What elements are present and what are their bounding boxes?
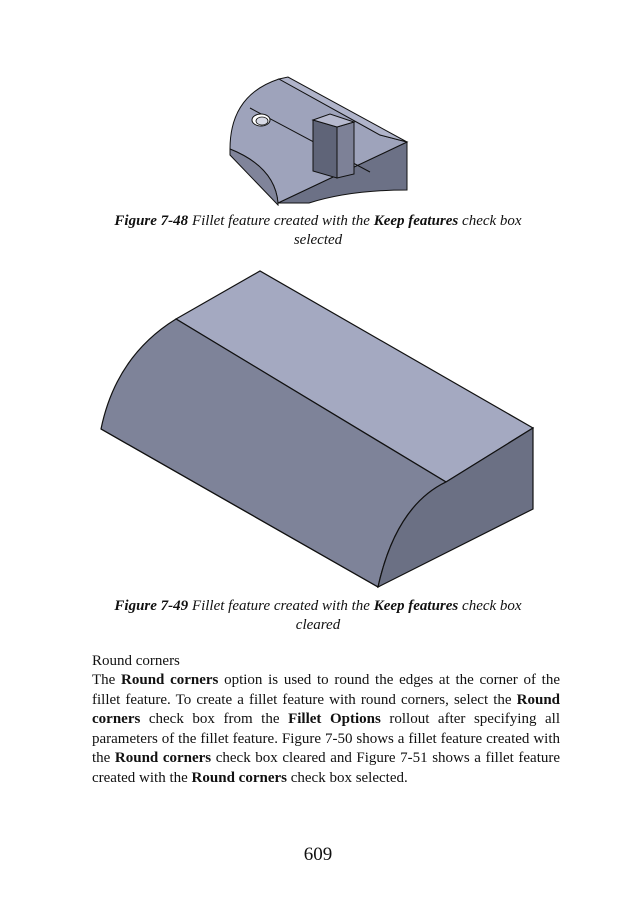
page-number: 609 [303, 844, 333, 865]
boss-side [337, 122, 354, 178]
caption-bold-term: Keep features [373, 598, 459, 614]
bold-term: Round corners [92, 691, 560, 727]
paragraph-text: The [92, 672, 122, 688]
bold-term: Round corners [121, 672, 219, 688]
paragraph-text: check box selected. [286, 769, 408, 786]
caption-text: Fillet feature created with the [188, 213, 374, 229]
paragraph-text: check box from the [140, 711, 289, 727]
figure-7-48-caption [92, 212, 544, 250]
section-heading: Round corners [92, 653, 180, 669]
paragraph-text: option is used to round the edges at the corner of the fillet feature. To create a fillet feature with round corners, select the [92, 672, 560, 708]
figure-number: Figure 7-49 [114, 598, 189, 614]
paragraph-text: rollout after specifying all parameters of the fillet feature. Figure 7-50 shows a fillet feature created with the [92, 711, 560, 766]
bold-term: Round corners [191, 769, 287, 786]
figure-7-48-image [220, 72, 416, 206]
caption-text: check box cleared [295, 598, 522, 633]
bold-term: Fillet Options [288, 711, 381, 727]
bold-term: Round corners [114, 750, 212, 766]
caption-text: Fillet feature created with the [188, 598, 374, 614]
figure-number: Figure 7-48 [114, 213, 189, 229]
figure-7-49-caption [92, 597, 544, 635]
body-paragraph [92, 671, 560, 788]
paragraph-text: check box cleared and Figure 7-51 shows a fillet feature created with the [92, 750, 561, 786]
figure-7-49-image [96, 266, 538, 592]
caption-text: check box selected [293, 213, 522, 248]
boss-front [313, 120, 337, 178]
caption-bold-term: Keep features [373, 213, 459, 229]
